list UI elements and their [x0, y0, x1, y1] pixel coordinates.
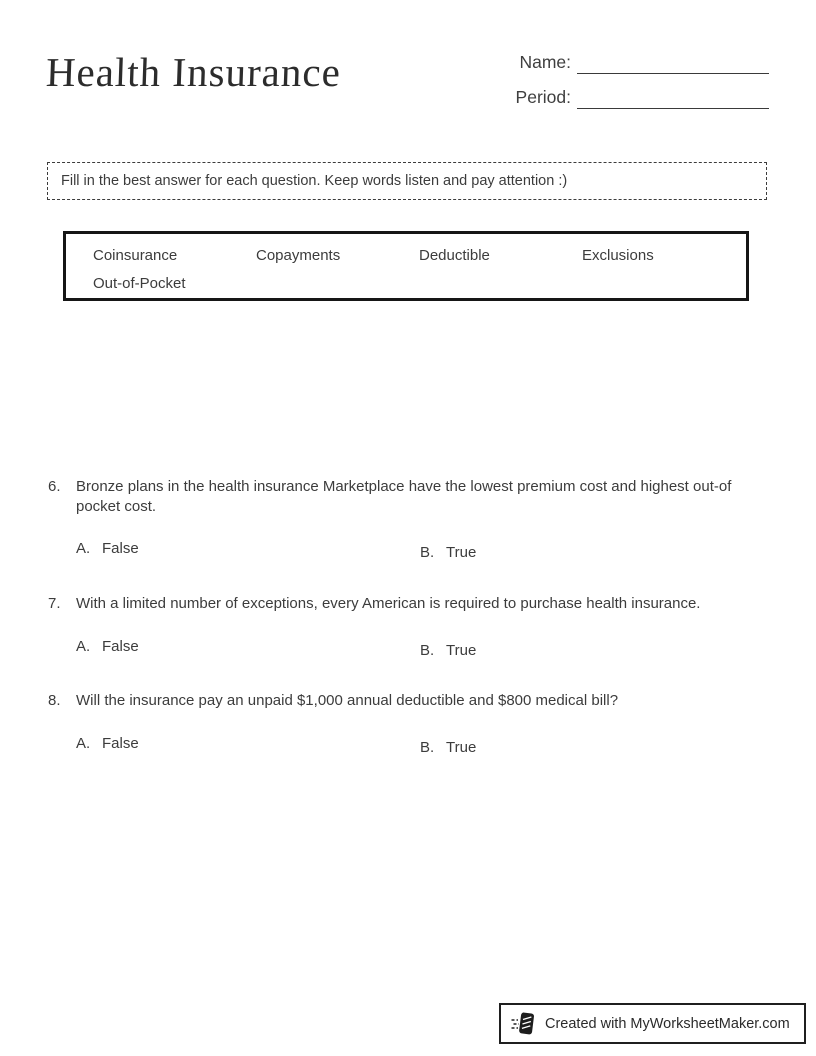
option-letter: A. — [76, 734, 91, 752]
name-label: Name: — [519, 52, 571, 72]
q8-option-a[interactable] — [76, 735, 420, 756]
q6-option-a[interactable] — [76, 540, 420, 561]
option-letter: B. — [420, 544, 435, 561]
period-label: Period: — [515, 87, 571, 107]
question-text: Will the insurance pay an unpaid $1,000 annual deductible and $800 medical bill? — [76, 692, 619, 709]
question-text: Bronze plans in the health insurance Marketplace have the lowest premium cost and highest out-of pocket cost. — [76, 478, 732, 515]
option-label: False — [102, 540, 139, 557]
option-label: False — [102, 637, 139, 655]
question-text: With a limited number of exceptions, every American is required to purchase health insurance. — [76, 595, 701, 612]
footer-credit-box — [499, 1003, 806, 1044]
q6-option-b[interactable] — [420, 540, 476, 561]
question-row — [48, 477, 762, 516]
period-field-row — [481, 85, 769, 109]
instructions-text: Fill in the best answer for each question. Keep words listen and pay attention :) — [61, 173, 568, 189]
question-options — [76, 638, 762, 659]
option-label: True — [446, 738, 477, 756]
q8-option-b[interactable] — [420, 735, 476, 756]
word-bank-term: Deductible — [419, 247, 490, 264]
option-label: False — [102, 734, 139, 752]
question-number: 6. — [48, 478, 61, 495]
word-bank-box — [63, 231, 749, 301]
question-options — [76, 540, 762, 561]
question-number: 8. — [48, 692, 61, 709]
word-bank-term: Exclusions — [582, 247, 654, 264]
word-bank-term: Copayments — [256, 247, 341, 264]
flying-worksheet-icon — [511, 1010, 537, 1038]
option-label: True — [446, 544, 477, 561]
option-label: True — [446, 641, 477, 659]
worksheet-title: Health Insurance — [45, 49, 342, 95]
question-8 — [48, 691, 762, 756]
word-bank-term: Out-of-Pocket — [93, 275, 186, 292]
name-input-line[interactable] — [577, 50, 769, 74]
option-letter: B. — [420, 641, 435, 659]
question-7 — [48, 594, 762, 659]
question-6 — [48, 477, 762, 561]
name-field-row — [481, 50, 769, 74]
word-bank-term: Coinsurance — [93, 247, 178, 264]
option-letter: A. — [76, 637, 91, 655]
footer-credit-link[interactable]: Created with MyWorksheetMaker.com — [545, 1015, 790, 1032]
question-row — [48, 691, 762, 711]
question-options — [76, 735, 762, 756]
option-letter: A. — [76, 540, 91, 557]
instructions-box — [47, 162, 767, 200]
word-bank-rows — [93, 242, 746, 298]
q7-option-b[interactable] — [420, 638, 476, 659]
option-letter: B. — [420, 738, 435, 756]
q7-option-a[interactable] — [76, 638, 420, 659]
period-input-line[interactable] — [577, 85, 769, 109]
header-fields — [481, 50, 769, 109]
question-number: 7. — [48, 595, 61, 612]
question-row — [48, 594, 762, 614]
